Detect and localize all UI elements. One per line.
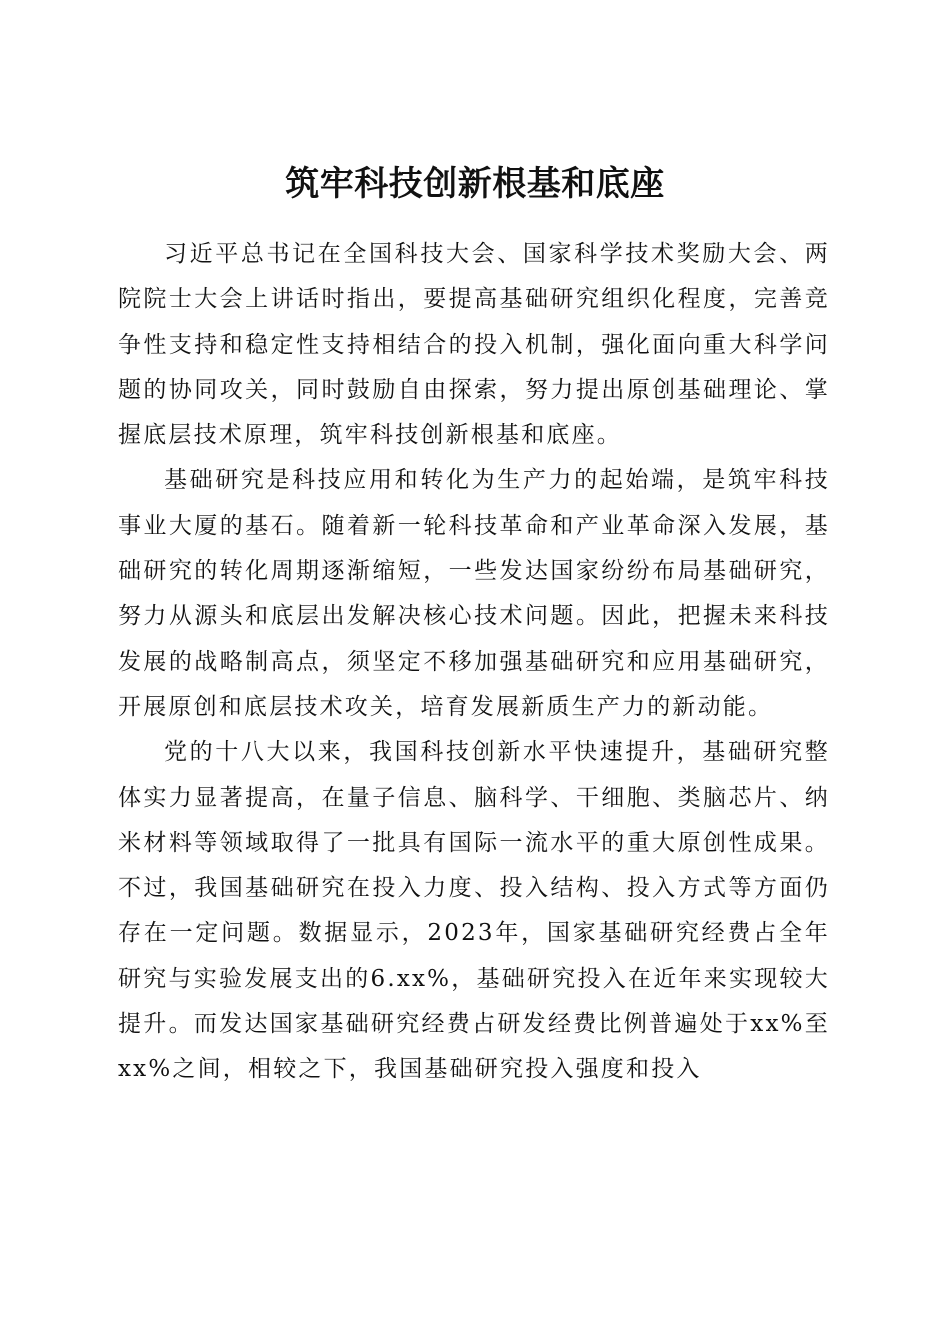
paragraph: 党的十八大以来，我国科技创新水平快速提升，基础研究整体实力显著提高，在量子信息、脑科学、干细胞、类脑芯片、纳米材料等领域取得了一批具有国际一流水平的重大原创性成果。不过，我国基础研究在投入力度、投入结构、投入方式等方面仍存在一定问题。数据显示，2023年，国家基础研究经费占全年研究与实验发展支出的6.xx%，基础研究投入在近年来实现较大提升。而发达国家基础研究经费占研发经费比例普遍处于xx%至xx%之间，相较之下，我国基础研究投入强度和投入: [118, 739, 830, 1083]
paragraph: 习近平总书记在全国科技大会、国家科学技术奖励大会、两院院士大会上讲话时指出，要提高基础研究组织化程度，完善竞争性支持和稳定性支持相结合的投入机制，强化面向重大科学问题的协同攻关，同时鼓励自由探索，努力提出原创基础理论、掌握底层技术原理，筑牢科技创新根基和底座。: [118, 241, 830, 449]
paragraph: 基础研究是科技应用和转化为生产力的起始端，是筑牢科技事业大厦的基石。随着新一轮科技革命和产业革命深入发展，基础研究的转化周期逐渐缩短，一些发达国家纷纷布局基础研究，努力从源头和底层出发解决核心技术问题。因此，把握未来科技发展的战略制高点，须坚定不移加强基础研究和应用基础研究，开展原创和底层技术攻关，培育发展新质生产力的新动能。: [118, 467, 830, 720]
document-title: 筑牢科技创新根基和底座: [285, 163, 665, 204]
document-body: [118, 232, 830, 1093]
